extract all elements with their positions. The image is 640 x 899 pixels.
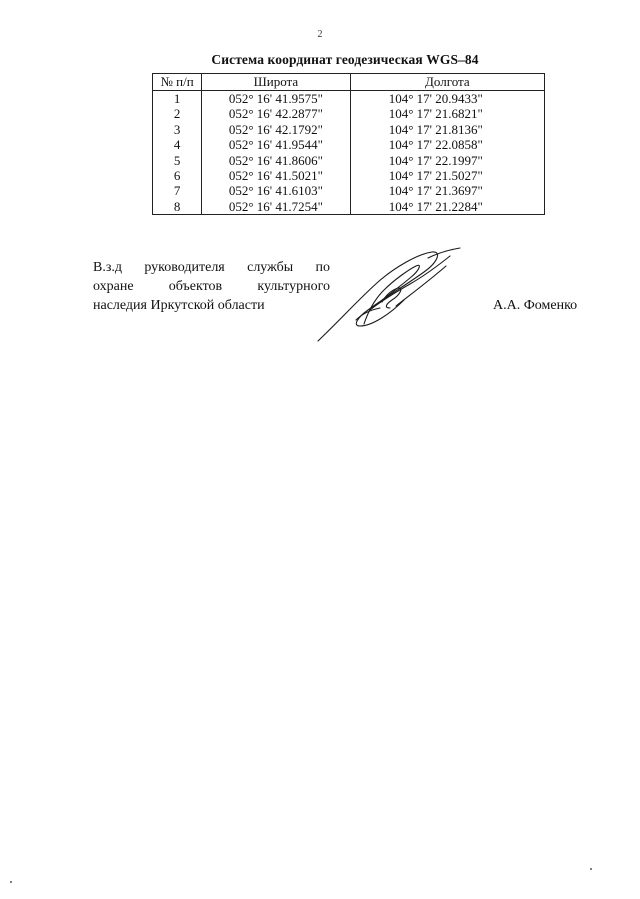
table-row bbox=[153, 106, 545, 121]
signatory-position bbox=[93, 258, 330, 315]
header-latitude: Широта bbox=[202, 74, 351, 91]
row-latitude: 052° 16' 42.1792" bbox=[202, 122, 351, 137]
row-latitude: 052° 16' 41.7254" bbox=[202, 199, 351, 215]
row-longitude: 104° 17' 21.3697" bbox=[350, 183, 544, 198]
row-longitude: 104° 17' 20.9433" bbox=[350, 91, 544, 107]
row-number: 3 bbox=[153, 122, 202, 137]
row-longitude: 104° 17' 21.6821" bbox=[350, 106, 544, 121]
row-latitude: 052° 16' 41.8606" bbox=[202, 153, 351, 168]
table-row bbox=[153, 153, 545, 168]
row-latitude: 052° 16' 41.9575" bbox=[202, 91, 351, 107]
table-row bbox=[153, 199, 545, 215]
table-row bbox=[153, 91, 545, 107]
scan-speck bbox=[590, 868, 592, 870]
signatory-position-line: В.з.д руководителя службы по bbox=[93, 260, 330, 275]
header-longitude: Долгота bbox=[350, 74, 544, 91]
row-longitude: 104° 17' 21.8136" bbox=[350, 122, 544, 137]
row-latitude: 052° 16' 41.6103" bbox=[202, 183, 351, 198]
coordinates-table bbox=[152, 73, 545, 215]
row-number: 5 bbox=[153, 153, 202, 168]
signatory-name: А.А. Фоменко bbox=[493, 298, 578, 313]
table-header-row bbox=[153, 74, 545, 91]
table-row bbox=[153, 183, 545, 198]
table-row bbox=[153, 137, 545, 152]
table-row bbox=[153, 122, 545, 137]
header-number: № п/п bbox=[153, 74, 202, 91]
row-longitude: 104° 17' 21.2284" bbox=[350, 199, 544, 215]
table-row bbox=[153, 168, 545, 183]
row-longitude: 104° 17' 22.0858" bbox=[350, 137, 544, 152]
row-number: 8 bbox=[153, 199, 202, 215]
row-latitude: 052° 16' 42.2877" bbox=[202, 106, 351, 121]
row-latitude: 052° 16' 41.9544" bbox=[202, 137, 351, 152]
row-longitude: 104° 17' 21.5027" bbox=[350, 168, 544, 183]
row-number: 4 bbox=[153, 137, 202, 152]
page-number: 2 bbox=[317, 29, 323, 40]
row-latitude: 052° 16' 41.5021" bbox=[202, 168, 351, 183]
row-number: 6 bbox=[153, 168, 202, 183]
row-number: 1 bbox=[153, 91, 202, 107]
signatory-position-line: охране объектов культурного bbox=[93, 279, 330, 294]
row-number: 2 bbox=[153, 106, 202, 121]
signatory-position-line: наследия Иркутской области bbox=[93, 298, 265, 313]
row-number: 7 bbox=[153, 183, 202, 198]
scan-speck bbox=[10, 881, 12, 883]
row-longitude: 104° 17' 22.1997" bbox=[350, 153, 544, 168]
table-title: Система координат геодезическая WGS–84 bbox=[211, 52, 479, 67]
handwritten-signature bbox=[300, 240, 470, 350]
